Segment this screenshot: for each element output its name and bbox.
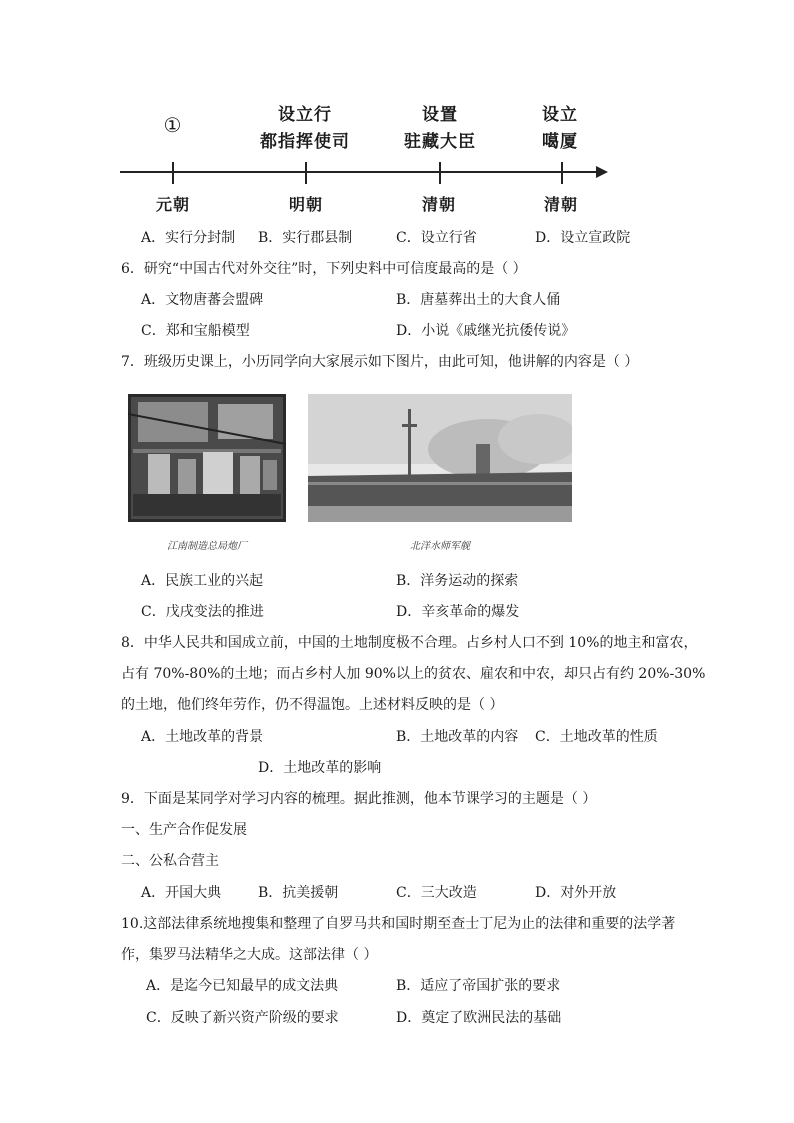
- q5-option-c: C．设立行省: [396, 230, 477, 246]
- q10-line-1: 10.这部法律系统地搜集和整理了自罗马共和国时期至查士丁尼为止的法律和重要的法学著: [121, 916, 676, 932]
- q7-option-c: C．戊戌变法的推进: [141, 604, 264, 620]
- q9-option-d: D．对外开放: [535, 885, 617, 901]
- q6-option-a: A．文物唐蕃会盟碑: [141, 292, 264, 308]
- q7-stem: 7．班级历史课上，小历同学向大家展示如下图片，由此可知，他讲解的内容是（ ）: [121, 354, 639, 370]
- q6-option-b: B．唐墓葬出土的大食人俑: [396, 292, 561, 308]
- q6-option-c: C．郑和宝船模型: [141, 323, 250, 339]
- q8-option-a: A．土地改革的背景: [141, 729, 264, 745]
- q8-option-c: C．土地改革的性质: [535, 729, 658, 745]
- timeline-arrow-icon: [596, 166, 608, 178]
- q6-stem: 6．研究“中国古代对外交往”时，下列史料中可信度最高的是（ ）: [121, 261, 527, 277]
- arsenal-photo-graphic: [128, 394, 286, 522]
- q8-option-b: B．土地改革的内容: [396, 729, 519, 745]
- q8-line-3: 的土地，他们终年劳作，仍不得温饱。上述材料反映的是（ ）: [121, 697, 504, 713]
- q9-item-2: 二、公私合营主: [121, 853, 219, 869]
- q7-option-d: D．辛亥革命的爆发: [396, 604, 520, 620]
- timeline-axis: [118, 162, 610, 186]
- q8-line-1: 8．中华人民共和国成立前，中国的土地制度极不合理。占乡村人口不到 10%的地主和富农，: [121, 635, 698, 651]
- q8-line-2: 占有 70%-80%的土地；而占乡村人加 90%以上的贫农、雇农和中农，却只占有约 20%-30%: [121, 666, 706, 682]
- q6-option-d: D．小说《戚继光抗倭传说》: [396, 323, 576, 339]
- timeline-event-3-label: 设置 驻藏大臣: [404, 105, 476, 152]
- warship-photo: [308, 394, 572, 522]
- q10-option-c: C．反映了新兴资产阶级的要求: [146, 1010, 339, 1026]
- arsenal-photo: [128, 394, 286, 522]
- q5-option-d: D．设立宣政院: [535, 230, 631, 246]
- q7-option-a: A．民族工业的兴起: [141, 573, 264, 589]
- timeline-era-2: 明朝: [288, 195, 323, 214]
- q9-item-1: 一、生产合作促发展: [121, 822, 247, 838]
- q7-option-b: B．洋务运动的探索: [396, 573, 519, 589]
- q5-option-a: A．实行分封制: [141, 230, 236, 246]
- timeline-event-4-label: 设立 噶厦: [542, 105, 578, 152]
- q10-option-a: A．是迄今已知最早的成文法典: [146, 978, 339, 994]
- timeline-era-4: 清朝: [543, 195, 578, 214]
- q5-option-b: B．实行郡县制: [258, 230, 353, 246]
- warship-photo-graphic: [308, 394, 572, 522]
- timeline-event-1-label: ①: [163, 113, 183, 137]
- q9-stem: 9．下面是某同学对学习内容的梳理。据此推测，他本节课学习的主题是（ ）: [121, 791, 597, 807]
- arsenal-caption: 江南制造总局炮厂: [167, 541, 247, 552]
- timeline-era-1: 元朝: [155, 195, 190, 214]
- q10-option-b: B．适应了帝国扩张的要求: [396, 978, 561, 994]
- warship-caption: 北洋水师军舰: [410, 541, 470, 552]
- q10-line-2: 作，集罗马法精华之大成。这部法律（ ）: [121, 947, 378, 963]
- timeline-event-2-label: 设立行 都指挥使司: [260, 105, 350, 152]
- q9-option-a: A．开国大典: [141, 885, 222, 901]
- q9-option-c: C．三大改造: [396, 885, 477, 901]
- q9-option-b: B．抗美援朝: [258, 885, 339, 901]
- timeline-era-3: 清朝: [421, 195, 456, 214]
- q8-option-d: D．土地改革的影响: [258, 760, 382, 776]
- q10-option-d: D．奠定了欧洲民法的基础: [396, 1010, 562, 1026]
